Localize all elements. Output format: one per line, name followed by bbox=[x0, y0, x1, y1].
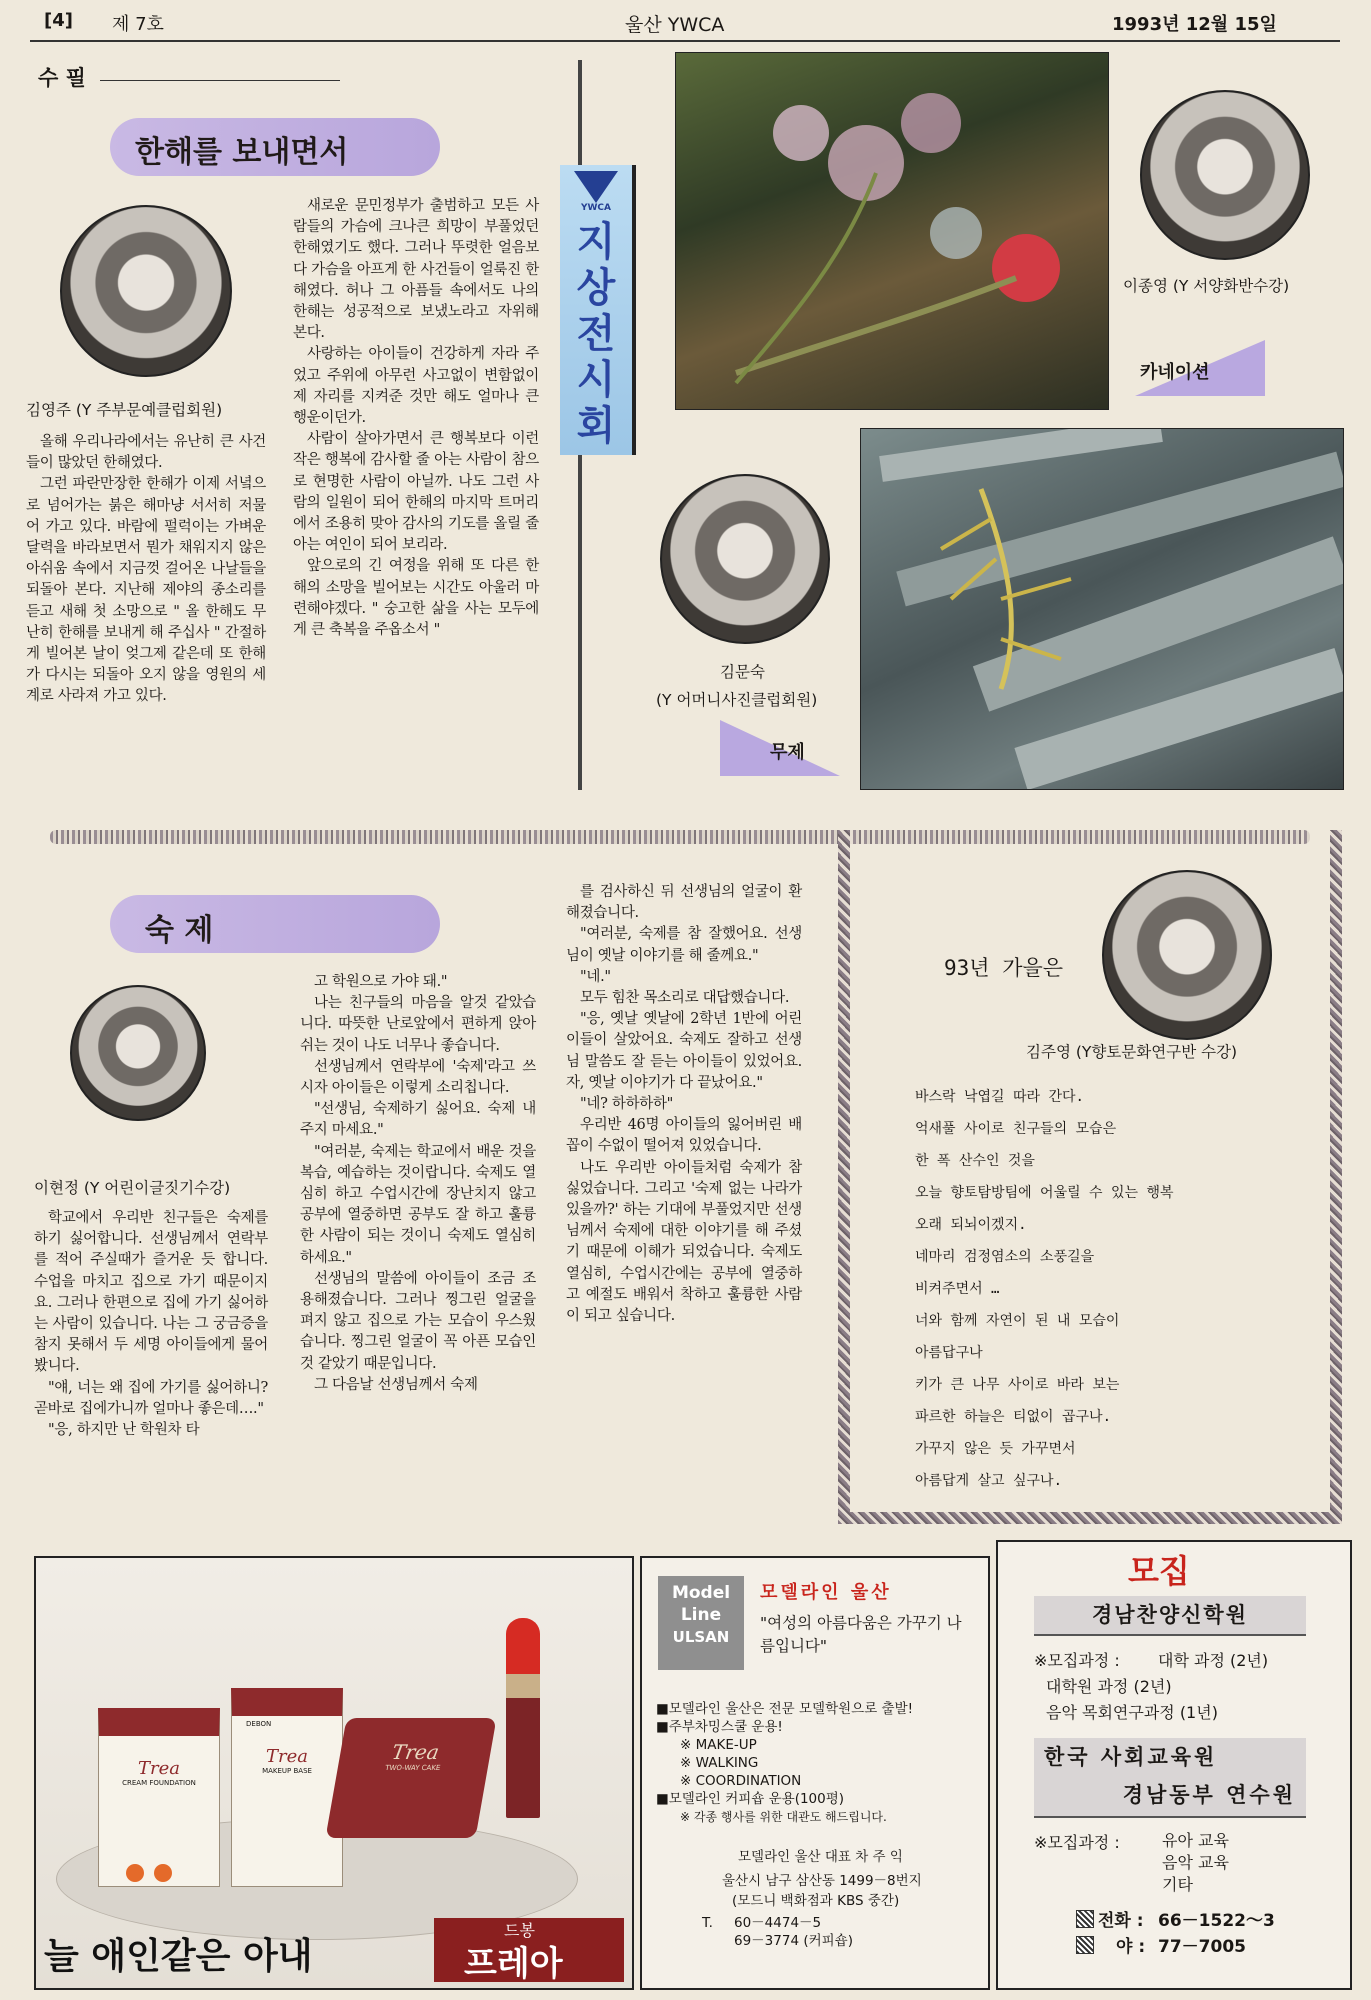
roof-tiles-photo bbox=[860, 428, 1344, 790]
essay2-c3-p2: "여러분, 숙제를 참 잘했어요. 선생님이 옛날 이야기를 해 줄께요." bbox=[566, 926, 802, 964]
courses-1 bbox=[1046, 1648, 1336, 1726]
essay2-c3-p1: 를 검사하신 뒤 선생님의 얼굴이 환해졌습니다. bbox=[566, 884, 802, 922]
essay2-c2-p5: "여러분, 숙제는 학교에서 배운 것을 복습, 예습하는 것이랍니다. 숙제도 열심히 하고 수업시간에 장난치지 않고 공부에 열중하면 공부도 잘 하고 훌륭한 사람이 되는 것이니 숙제도 열심히 하세요." bbox=[300, 1143, 536, 1266]
carnation-painting-svg bbox=[676, 53, 1108, 409]
roof-tiles-svg bbox=[861, 429, 1343, 789]
poem-line: 너와 함께 자연이 된 내 모습이 bbox=[915, 1313, 1120, 1329]
school2-name-b: 경남동부 연수원 bbox=[1122, 1783, 1296, 1807]
product1-sub: CREAM FOUNDATION bbox=[122, 1779, 196, 1787]
ywca-logo-icon bbox=[574, 171, 618, 203]
night-label: 야 : bbox=[1116, 1937, 1146, 1957]
essay2-c3-p5: "응, 옛날 옛날에 2학년 1반에 어린이들이 살았어요. 숙제도 잘하고 선생님 말씀도 잘 듣는 아이들이 있었어요. 자, 옛날 이야기가 다 끝났어요." bbox=[566, 1011, 802, 1091]
model-line-address1: 울산시 남구 삼산동 1499－8번지 bbox=[722, 1873, 922, 1889]
school1-name: 경남찬양신학원 bbox=[1091, 1603, 1248, 1627]
carnation-painting bbox=[675, 52, 1109, 410]
poem-line: 한 폭 산수인 것을 bbox=[915, 1153, 1035, 1169]
model-item: ※ 각종 행사를 위한 대관도 해드립니다. bbox=[680, 1810, 887, 1824]
essay2-column-2 bbox=[300, 972, 536, 1396]
gallery-logo-text: YWCA bbox=[580, 203, 611, 213]
recruit-title: 모집 bbox=[1128, 1552, 1190, 1590]
model-item: ■주부차밍스쿨 운용! bbox=[656, 1719, 783, 1735]
artist1-photo bbox=[1140, 90, 1310, 260]
poem-title: 93년 가을은 bbox=[944, 956, 1064, 980]
gallery-banner bbox=[560, 165, 636, 455]
course-item: 대학 과정 (2년) bbox=[1158, 1651, 1269, 1670]
school1-banner bbox=[1034, 1596, 1306, 1636]
artist2-club: (Y 어머니사진클럽회원) bbox=[656, 691, 818, 709]
essay2-c2-p3: 선생님께서 연락부에 '숙제'라고 쓰시자 아이들은 이렇게 소리칩니다. bbox=[300, 1058, 536, 1097]
course-item: 유아 교육 bbox=[1162, 1831, 1229, 1850]
model-line-logo bbox=[658, 1576, 744, 1670]
model-line-ad bbox=[640, 1556, 990, 1990]
essay2-c3-p3: "네." bbox=[580, 968, 611, 985]
essay2-c3-p4: 모두 힘찬 목소리로 대답했습니다. bbox=[580, 990, 790, 1007]
model-line-tel2: 69－3774 (커피숍) bbox=[734, 1933, 853, 1949]
compact-case bbox=[325, 1718, 496, 1838]
essay2-title: 숙 제 bbox=[145, 913, 214, 948]
essay1-title: 한해를 보내면서 bbox=[135, 135, 349, 170]
poem-body bbox=[915, 1086, 1295, 1502]
essay2-author-photo bbox=[70, 985, 206, 1121]
essay1-c2-p1: 새로운 문민정부가 출범하고 모든 사람들의 가슴에 크나큰 희망이 부풀었던 한해였기도 했다. 그러나 뚜렷한 얼음보다 가슴을 아프게 한 사건들이 얼룩진 한해였다. 허나 그 아픔들 속에서도 나의 한해는 성공적으로 보냈노라고 자위해 본다. bbox=[293, 198, 539, 342]
model-line-address2: (모드니 백화점과 KBS 중간) bbox=[732, 1893, 900, 1909]
product1-name: Trea bbox=[138, 1758, 180, 1779]
phone-label: 전화 : bbox=[1098, 1911, 1144, 1931]
model-line-name: 모델라인 울산 bbox=[760, 1582, 892, 1603]
lipstick bbox=[506, 1618, 540, 1818]
brand-name: 프레아 bbox=[464, 1944, 563, 1984]
cosmetic-jar-1 bbox=[98, 1708, 220, 1887]
essay1-column-2 bbox=[293, 196, 539, 641]
gallery-title: 지상전시회 bbox=[576, 219, 616, 449]
poem-line: 아름답게 살고 싶구나. bbox=[915, 1473, 1063, 1489]
phone-icon bbox=[1076, 1910, 1094, 1928]
recruit-ad bbox=[996, 1540, 1352, 1990]
course-item: 대학원 과정 (2년) bbox=[1046, 1677, 1172, 1696]
model-item: ■모델라인 커피숍 운용(100평) bbox=[656, 1791, 845, 1807]
poem-line: 오늘 향토탐방팀에 어울릴 수 있는 행복 bbox=[915, 1185, 1174, 1201]
issue-number: 제 7호 bbox=[112, 14, 164, 35]
essay1-c2-p3: 사람이 살아가면서 큰 행복보다 이런 작은 행복에 감사할 줄 아는 사람이 참으로 현명한 사람이 아닐까. 나도 그런 사람의 일원이 되어 한해의 마지막 트머리에서 조용히 맞아 감사의 기도를 올릴 줄 아는 여인이 되어 보리라. bbox=[293, 431, 539, 554]
courses-2 bbox=[1162, 1830, 1229, 1896]
essay2-c1-p1: 학교에서 우리반 친구들은 숙제를 하기 싫어합니다. 선생님께서 연락부를 적어 주실때가 즐거운 듯 합니다. 수업을 마치고 집으로 가기 때문이지요. 그러나 한편으로 집에 가기 싫어하는 사람이 있습니다. 나는 그 궁금증을 참지 못해서 두 세명 아이들에게 물어봤니다. bbox=[34, 1210, 268, 1375]
poem-author-photo bbox=[1102, 870, 1272, 1040]
essay2-c2-p7: 그 다음날 선생님께서 숙제 bbox=[314, 1376, 478, 1393]
essay2-column-3 bbox=[566, 882, 802, 1327]
essay2-c2-p2: 나는 친구들의 마음을 알것 같았습니다. 따뜻한 난로앞에서 편하게 앉아 쉬는 것이 나도 너무나 좋습니다. bbox=[300, 995, 536, 1054]
poem-line: 아름답구나 bbox=[915, 1345, 983, 1361]
essay1-c1-p2: 그런 파란만장한 한해가 이제 서녘으로 넘어가는 붉은 해마냥 서서히 저물어 가고 있다. 바람에 펄럭이는 가벼운 달력을 바라보면서 뭔가 채워지지 않은 아쉬움 속에서 지금껏 걸어온 나날들을 되돌아 본다. 지난해 제야의 종소리를 듣고 새해 첫 소망으로 " 올 한해도 무난히 한해를 보내게 해 주십사 " 간절하게 빌어본 날이 엊그제 같은데 또 한해가 다시는 되돌아 오지 않을 영원의 세계로 사라져 가고 있다. bbox=[26, 476, 266, 705]
cosmetics-slogan: 늘 애인같은 아내 bbox=[44, 1936, 313, 1977]
essay1-c2-p2: 사랑하는 아이들이 건강하게 자라 주었고 주위에 아무런 사고없이 변함없이 제 자리를 지켜준 것만 해도 얼마나 큰 행운이던가. bbox=[293, 346, 539, 427]
work2-title: 무제 bbox=[770, 742, 805, 763]
paper-name: 울산 YWCA bbox=[625, 14, 725, 36]
model-item: ■모델라인 울산은 전문 모델학원으로 출발! bbox=[656, 1701, 914, 1717]
essay2-c2-p4: "선생님, 숙제하기 싫어요. 숙제 내주지 마세요." bbox=[300, 1101, 536, 1139]
course-label-2: ※모집과정 : bbox=[1034, 1833, 1120, 1852]
essay1-c1-p1: 올해 우리나라에서는 유난히 큰 사건들이 많았던 한해였다. bbox=[26, 434, 266, 472]
essay1-c2-p4: 앞으로의 긴 여정을 위해 또 다른 한 해의 소망을 빌어보는 시간도 아울러 마련해야겠다. " 숭고한 삶을 사는 모두에게 큰 축복을 주옵소서 " bbox=[293, 558, 539, 639]
poem-line: 파르한 하늘은 티없이 곱구나. bbox=[915, 1409, 1112, 1425]
essay2-c3-p8: 나도 우리반 아이들처럼 숙제가 참 싫었습니다. 그리고 '숙제 없는 나라가 있을까?' 하는 기대에 부풀었지만 선생님께서 숙제에 대한 이야기를 해 주셨기 때문에 이해가 되었습니다. 숙제도 열심히, 수업시간에는 공부에 열중하고 예절도 배워서 착하고 훌륭한 사람이 되고 싶습니다. bbox=[566, 1159, 802, 1325]
brand-panel bbox=[434, 1918, 624, 1982]
page-number: [4] bbox=[44, 10, 73, 31]
essay1-author-photo bbox=[60, 205, 232, 377]
pearl-2 bbox=[154, 1864, 172, 1882]
work1-title: 카네이션 bbox=[1140, 362, 1210, 383]
artist2-name: 김문숙 bbox=[720, 663, 765, 681]
issue-date: 1993년 12월 15일 bbox=[1112, 14, 1277, 35]
cosmetics-ad bbox=[34, 1556, 634, 1990]
essay2-c1-p2: "얘, 너는 왜 집에 가기를 싫어하니? 곧바로 집에가니까 얼마나 좋은데…." bbox=[34, 1379, 268, 1417]
poem-line: 억새풀 사이로 친구들의 모습은 bbox=[915, 1121, 1117, 1137]
product2-name: Trea bbox=[266, 1746, 308, 1767]
artist1-caption: 이종영 (Y 서양화반수강) bbox=[1123, 277, 1290, 295]
header-rule bbox=[30, 40, 1340, 42]
logo-line2: Line bbox=[680, 1605, 722, 1625]
essay1-column-1 bbox=[26, 432, 266, 708]
essay2-c1-p3: "응, 하지만 난 학원차 타 bbox=[48, 1422, 200, 1439]
poem-line: 바스락 낙엽길 따라 간다. bbox=[915, 1089, 1084, 1105]
maker-label: DEBON bbox=[246, 1720, 272, 1728]
product2-sub: MAKEUP BASE bbox=[262, 1767, 312, 1775]
logo-line3: ULSAN bbox=[672, 1628, 730, 1646]
model-item: ※ MAKE-UP bbox=[680, 1737, 757, 1753]
model-item: ※ WALKING bbox=[680, 1755, 759, 1771]
model-line-tel-label: T. bbox=[702, 1915, 713, 1931]
essay2-author: 이현정 (Y 어린이글짓기수강) bbox=[34, 1179, 231, 1197]
night-icon bbox=[1076, 1936, 1094, 1954]
model-line-ceo: 모델라인 울산 대표 차 주 익 bbox=[738, 1849, 903, 1865]
school2-banner bbox=[1034, 1738, 1306, 1818]
logo-line1: Model bbox=[671, 1583, 731, 1603]
model-line-tagline: "여성의 아름다움은 가꾸기 나름입니다" bbox=[760, 1614, 962, 1655]
product3-name: Trea bbox=[390, 1740, 442, 1764]
essay2-c2-p1: 고 학원으로 가야 돼." bbox=[314, 974, 448, 990]
poem-line: 비켜주면서 … bbox=[915, 1281, 1000, 1297]
brand-small: 드봉 bbox=[504, 1921, 535, 1940]
section-rule bbox=[100, 80, 340, 81]
course-item: 음악 교육 bbox=[1162, 1853, 1229, 1872]
pearl-1 bbox=[126, 1864, 144, 1882]
section-label: 수 필 bbox=[38, 66, 86, 90]
poem-line: 네마리 검정염소의 소풍길을 bbox=[915, 1249, 1095, 1265]
essay2-c3-p6: "네? 하하하하" bbox=[580, 1096, 674, 1113]
poem-line: 키가 큰 나무 사이로 바라 보는 bbox=[915, 1377, 1120, 1393]
poem-line: 가꾸지 않은 듯 가꾸면서 bbox=[915, 1441, 1076, 1457]
school2-name-a: 한국 사회교육원 bbox=[1044, 1745, 1218, 1769]
essay2-column-1 bbox=[34, 1208, 268, 1441]
poem-author: 김주영 (Y향토문화연구반 수강) bbox=[1026, 1043, 1238, 1061]
course-label-1: ※모집과정 : bbox=[1034, 1651, 1120, 1670]
model-item: ※ COORDINATION bbox=[680, 1773, 802, 1789]
essay1-author: 김영주 (Y 주부문예클럽회원) bbox=[26, 401, 223, 419]
artist2-photo bbox=[660, 474, 830, 644]
model-line-tel1: 60－4474－5 bbox=[734, 1915, 822, 1931]
phone-number: 66－1522～3 bbox=[1158, 1911, 1275, 1931]
model-line-items bbox=[656, 1700, 986, 1826]
course-item: 음악 목회연구과정 (1년) bbox=[1046, 1703, 1218, 1722]
essay2-c2-p6: 선생님의 말씀에 아이들이 조금 조용해졌습니다. 그러나 찡그린 얼굴을 펴지 않고 집으로 가는 모습이 우스웠습니다. 찡그린 얼굴이 꼭 아픈 모습인것 같았기 때문입니다. bbox=[300, 1270, 536, 1372]
product3-sub: TWO-WAY CAKE bbox=[384, 1764, 442, 1772]
night-number: 77－7005 bbox=[1158, 1937, 1246, 1957]
cosmetic-jar-2 bbox=[231, 1688, 343, 1887]
poem-line: 오래 되뇌이겠지. bbox=[915, 1217, 1027, 1233]
course-item: 기타 bbox=[1162, 1875, 1193, 1894]
essay2-c3-p7: 우리반 46명 아이들의 잃어버린 배꼽이 수없이 떨어져 있었습니다. bbox=[566, 1117, 802, 1155]
